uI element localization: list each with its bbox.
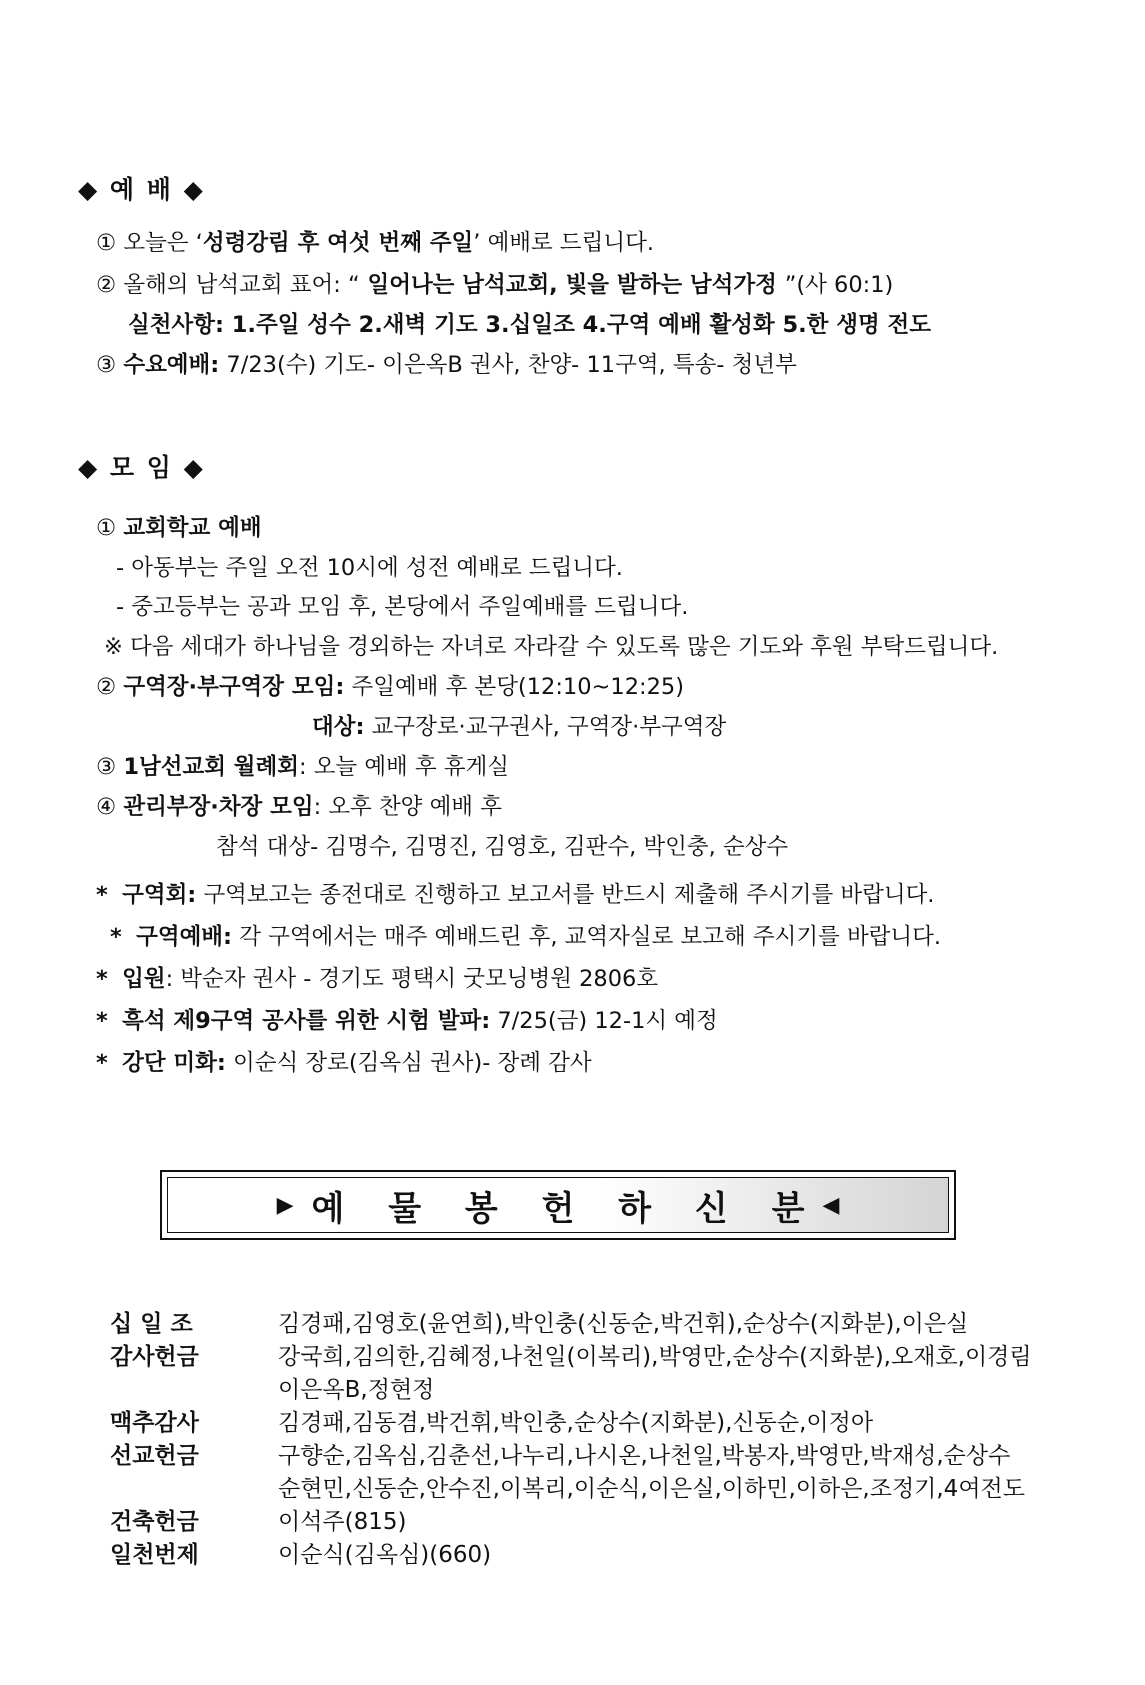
item-text: : 오늘 예배 후 휴게실: [298, 754, 510, 780]
worship-item-2: [96, 270, 893, 300]
meeting-item-2-target: [312, 712, 726, 742]
item-label: 교회학교 예배: [123, 515, 262, 541]
item-number: ③: [96, 352, 117, 378]
item-label: 수요예배:: [123, 352, 220, 378]
item-label: 1남선교회 월례회: [123, 754, 299, 780]
notice-item: [96, 1048, 592, 1078]
meeting-item-2: [96, 672, 684, 702]
offering-names: 이순식(김옥심)(660): [278, 1542, 492, 1568]
item-number: ③: [96, 754, 117, 780]
offerings-banner-title: 예 물 봉 헌 하 신 분: [311, 1188, 821, 1229]
notice-text: : 박순자 권사 - 경기도 평택시 굿모닝병원 2806호: [165, 966, 659, 992]
notice-text: 구역보고는 종전대로 진행하고 보고서를 반드시 제출해 주시기를 바랍니다.: [196, 882, 935, 908]
item-text-post: ”(사 60:1): [784, 272, 894, 298]
notice-item: [96, 880, 934, 910]
item-number: ①: [96, 515, 117, 541]
notice-text: 7/25(금) 12-1시 예정: [490, 1008, 718, 1034]
item-text: 7/23(수) 기도- 이은옥B 권사, 찬양- 11구역, 특송- 청년부: [219, 352, 797, 378]
offering-label-harvest: 맥추감사: [110, 1410, 199, 1436]
triangle-left-icon: ◀: [822, 1192, 840, 1218]
offerings-banner: [160, 1170, 956, 1240]
offering-names: 이석주(815): [278, 1509, 407, 1535]
notice-label: 입원: [122, 966, 166, 992]
item-text: 교구장로·교구권사, 구역장·부구역장: [364, 714, 727, 740]
practice-items: 실천사항: 1.주일 성수 2.새벽 기도 3.십일조 4.구역 예배 활성화 5.한 생명 전도: [128, 312, 932, 338]
item-number: ②: [96, 272, 117, 298]
triangle-right-icon: ▶: [276, 1192, 294, 1218]
notice-star: *: [96, 1050, 108, 1076]
meetings-section-title: ◆ 모 임 ◆: [78, 453, 205, 482]
item-label: 관리부장·차장 모임: [123, 794, 314, 820]
meeting-sub-1: - 아동부는 주일 오전 10시에 성전 예배로 드립니다.: [116, 555, 623, 581]
meeting-note: ※ 다음 세대가 하나님을 경외하는 자녀로 자라갈 수 있도록 많은 기도와 후원 부탁드립니다.: [104, 634, 999, 660]
item-text-post: ’ 예배로 드립니다.: [473, 230, 655, 256]
item-label: 대상:: [312, 714, 365, 740]
motto-text: 일어나는 남석교회, 빛을 발하는 남석가정: [359, 272, 785, 298]
worship-item-3: [96, 350, 797, 380]
offering-names: 강국희,김의한,김혜정,나천일(이복리),박영만,순상수(지화분),오재호,이경림: [278, 1344, 1032, 1370]
worship-section-title: ◆ 예 배 ◆: [78, 175, 205, 204]
notice-item: [110, 922, 941, 952]
offering-label-building: 건축헌금: [110, 1509, 199, 1535]
notice-star: *: [96, 882, 108, 908]
item-text-pre: 올해의 남석교회 표어: “: [123, 272, 360, 298]
offering-names: 김경패,김영호(윤연희),박인충(신동순,박건휘),순상수(지화분),이은실: [278, 1311, 969, 1337]
meeting-item-1: [96, 513, 262, 543]
notice-text: 이순식 장로(김옥심 권사)- 장례 감사: [225, 1050, 592, 1076]
offerings-banner-inner: [167, 1177, 949, 1233]
meeting-item-4: [96, 792, 502, 822]
notice-item: [96, 964, 658, 994]
worship-item-1: [96, 228, 654, 258]
offering-label-tithe: 십 일 조: [110, 1311, 193, 1337]
meeting-item-4-attendees: 참석 대상- 김명수, 김명진, 김영호, 김판수, 박인충, 순상수: [216, 834, 789, 860]
notice-star: *: [110, 924, 122, 950]
notice-label: 구역회:: [122, 882, 197, 908]
item-label: 구역장·부구역장 모임:: [123, 674, 345, 700]
item-text-bold: 성령강림 후 여섯 번째 주일: [202, 230, 474, 256]
item-text: : 오후 찬양 예배 후: [313, 794, 502, 820]
item-number: ①: [96, 230, 117, 256]
notice-label: 흑석 제9구역 공사를 위한 시험 발파:: [122, 1008, 491, 1034]
item-text: 주일예배 후 본당(12:10~12:25): [344, 674, 685, 700]
notice-item: [96, 1006, 718, 1036]
notice-label: 구역예배:: [136, 924, 233, 950]
meeting-item-3: [96, 752, 509, 782]
item-text-pre: 오늘은 ‘: [123, 230, 203, 256]
item-number: ②: [96, 674, 117, 700]
offering-names: 이은옥B,정현정: [278, 1377, 435, 1403]
notice-text: 각 구역에서는 매주 예배드린 후, 교역자실로 보고해 주시기를 바랍니다.: [232, 924, 942, 950]
offering-names: 구향순,김옥심,김춘선,나누리,나시온,나천일,박봉자,박영만,박재성,순상수: [278, 1443, 1011, 1469]
offering-label-thousand: 일천번제: [110, 1542, 199, 1568]
notice-label: 강단 미화:: [122, 1050, 226, 1076]
offering-names: 김경패,김동겸,박건휘,박인충,순상수(지화분),신동순,이정아: [278, 1410, 874, 1436]
offering-label-mission: 선교헌금: [110, 1443, 199, 1469]
offering-names: 순현민,신동순,안수진,이복리,이순식,이은실,이하민,이하은,조정기,4여전도: [278, 1476, 1025, 1502]
notice-star: *: [96, 1008, 108, 1034]
notice-star: *: [96, 966, 108, 992]
offering-label-thanks: 감사헌금: [110, 1344, 199, 1370]
meeting-sub-2: - 중고등부는 공과 모임 후, 본당에서 주일예배를 드립니다.: [116, 594, 689, 620]
item-number: ④: [96, 794, 117, 820]
